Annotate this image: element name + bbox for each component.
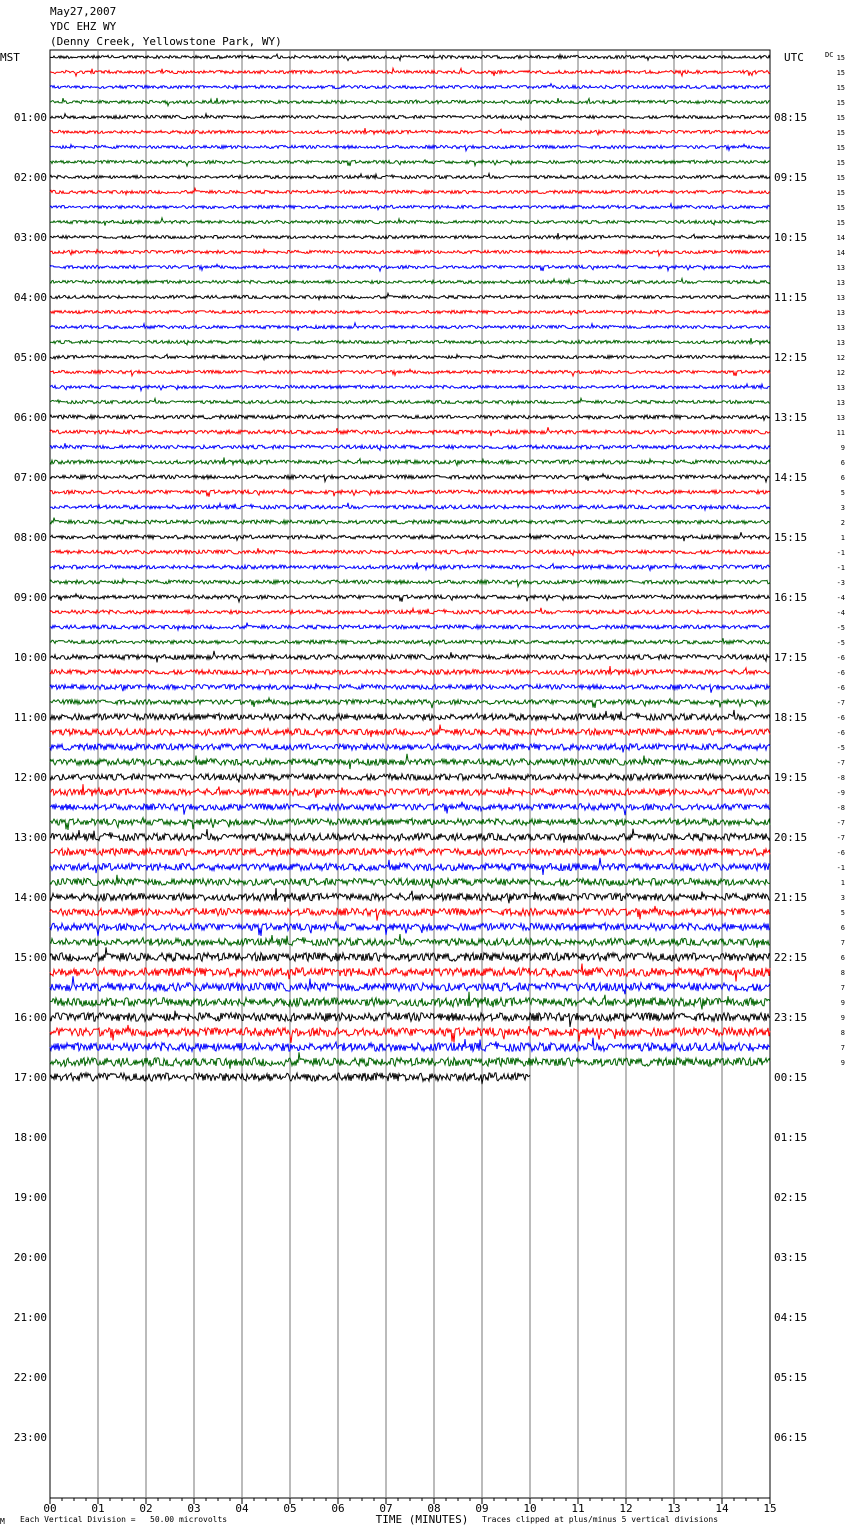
dc-offset-value: 15 [836, 189, 845, 197]
seismic-trace [50, 354, 770, 360]
x-tick-label: 08 [427, 1502, 441, 1515]
x-axis-title: TIME (MINUTES) [375, 1513, 469, 1526]
chart-date: May27,2007 [50, 5, 117, 18]
seismic-trace [50, 144, 770, 151]
seismic-trace [50, 976, 770, 994]
utc-hour-label: 00:15 [774, 1071, 808, 1084]
seismic-trace [50, 858, 770, 875]
dc-offset-value: -9 [836, 789, 845, 797]
seismic-trace [50, 188, 770, 194]
mst-hour-label: 03:00 [13, 231, 47, 244]
x-tick-label: 00 [43, 1502, 57, 1515]
dc-offset-value: 13 [836, 324, 845, 332]
seismic-trace [50, 384, 770, 391]
seismic-trace [50, 204, 770, 210]
dc-offset-value: 13 [836, 294, 845, 302]
utc-hour-label: 01:15 [774, 1131, 808, 1144]
dc-offset-value: 11 [836, 429, 845, 437]
seismic-trace [50, 608, 770, 614]
seismic-trace [50, 725, 770, 738]
seismic-trace [50, 906, 770, 921]
dc-offset-value: -6 [836, 654, 845, 662]
seismic-trace [50, 415, 770, 420]
dc-offset-value: -7 [836, 759, 845, 767]
dc-offset-value: 15 [836, 54, 845, 62]
seismic-trace [50, 710, 770, 720]
seismic-trace [50, 293, 770, 299]
seismic-trace [50, 744, 770, 753]
seismic-trace [50, 562, 770, 570]
seismic-trace [50, 802, 770, 816]
seismic-trace [50, 443, 770, 450]
seismic-trace [50, 992, 770, 1010]
axis-labels [0, 51, 845, 1526]
x-tick-label: 07 [379, 1502, 393, 1515]
utc-hour-label: 18:15 [774, 711, 808, 724]
dc-offset-value: -5 [836, 624, 845, 632]
seismic-trace [50, 264, 770, 271]
x-tick-label: 04 [235, 1502, 249, 1515]
dc-offset-value: -8 [836, 774, 845, 782]
dc-offset-value: -7 [836, 819, 845, 827]
utc-hour-label: 19:15 [774, 771, 808, 784]
x-tick-label: 09 [475, 1502, 489, 1515]
chart-station: YDC EHZ WY [50, 20, 117, 33]
seismic-trace [50, 1025, 770, 1043]
dc-offset-value: 5 [840, 489, 845, 497]
mst-hour-label: 14:00 [13, 891, 47, 904]
utc-hour-label: 16:15 [774, 591, 808, 604]
dc-offset-value: -7 [836, 834, 845, 842]
dc-offset-value: 12 [836, 354, 845, 362]
dc-offset-value: 6 [840, 474, 845, 482]
mst-hour-label: 18:00 [13, 1131, 47, 1144]
dc-label: DC [825, 51, 834, 59]
seismic-trace [50, 1038, 770, 1052]
mst-hour-label: 05:00 [13, 351, 47, 364]
seismic-trace [50, 784, 770, 797]
dc-offset-value: -6 [836, 669, 845, 677]
seismic-trace [50, 934, 770, 948]
x-tick-label: 02 [139, 1502, 153, 1515]
utc-hour-label: 10:15 [774, 231, 808, 244]
dc-offset-value: 15 [836, 99, 845, 107]
dc-offset-value: 1 [840, 534, 845, 542]
seismic-trace [50, 250, 770, 256]
dc-offset-value: 9 [840, 444, 845, 452]
seismic-trace [50, 279, 770, 284]
dc-offset-value: 13 [836, 414, 845, 422]
seismic-trace [50, 174, 770, 179]
dc-offset-value: 15 [836, 84, 845, 92]
dc-offset-value: 15 [836, 69, 845, 77]
dc-offset-value: -3 [836, 579, 845, 587]
dc-offset-value: 13 [836, 264, 845, 272]
x-tick-label: 10 [523, 1502, 537, 1515]
seismic-trace [50, 594, 770, 602]
mst-hour-label: 22:00 [13, 1371, 47, 1384]
dc-offset-value: -4 [836, 594, 845, 602]
utc-hour-label: 22:15 [774, 951, 808, 964]
seismic-trace [50, 1011, 770, 1027]
utc-hour-label: 06:15 [774, 1431, 808, 1444]
mst-hour-label: 13:00 [13, 831, 47, 844]
seismic-traces [50, 54, 770, 1084]
mst-hour-label: 07:00 [13, 471, 47, 484]
dc-offset-value: 15 [836, 204, 845, 212]
dc-offset-value: 7 [840, 939, 845, 947]
dc-offset-value: 6 [840, 459, 845, 467]
mst-hour-label: 16:00 [13, 1011, 47, 1024]
dc-offset-value: 15 [836, 129, 845, 137]
dc-offset-value: -6 [836, 849, 845, 857]
seismic-trace [50, 114, 770, 120]
utc-hour-label: 21:15 [774, 891, 808, 904]
dc-offset-value: 3 [840, 504, 845, 512]
seismic-trace [50, 68, 770, 76]
seismic-trace [50, 964, 770, 982]
x-tick-label: 05 [283, 1502, 297, 1515]
mst-hour-label: 04:00 [13, 291, 47, 304]
seismic-trace [50, 774, 770, 783]
dc-offset-value: 15 [836, 174, 845, 182]
x-tick-label: 01 [91, 1502, 105, 1515]
utc-hour-label: 20:15 [774, 831, 808, 844]
dc-offset-value: 1 [840, 879, 845, 887]
x-tick-label: 12 [619, 1502, 633, 1515]
seismic-trace [50, 623, 770, 630]
seismic-trace [50, 474, 770, 482]
utc-label: UTC [784, 51, 804, 64]
utc-hour-label: 03:15 [774, 1251, 808, 1264]
seismic-trace [50, 888, 770, 903]
utc-hour-label: 15:15 [774, 531, 808, 544]
utc-hour-label: 13:15 [774, 411, 808, 424]
seismic-trace [50, 848, 770, 855]
seismic-trace [50, 1052, 770, 1068]
dc-offset-value: -1 [836, 564, 845, 572]
seismic-trace [50, 98, 770, 106]
utc-hour-label: 09:15 [774, 171, 808, 184]
seismic-trace [50, 489, 770, 496]
dc-offset-value: 15 [836, 144, 845, 152]
dc-offset-value: -5 [836, 744, 845, 752]
mst-hour-label: 02:00 [13, 171, 47, 184]
dc-offset-value: 8 [840, 1029, 845, 1037]
dc-offset-value: -6 [836, 729, 845, 737]
dc-offset-value: 9 [840, 999, 845, 1007]
corner-mark: M [0, 1517, 5, 1526]
mst-hour-label: 01:00 [13, 111, 47, 124]
x-tick-label: 13 [667, 1502, 681, 1515]
seismic-trace [50, 518, 770, 524]
dc-offset-value: -7 [836, 699, 845, 707]
mst-hour-label: 17:00 [13, 1071, 47, 1084]
mst-hour-label: 20:00 [13, 1251, 47, 1264]
mst-hour-label: 09:00 [13, 591, 47, 604]
seismic-trace [50, 398, 770, 404]
chart-location: (Denny Creek, Yellowstone Park, WY) [50, 35, 282, 48]
clip-note: Traces clipped at plus/minus 5 vertical divisions [482, 1515, 719, 1524]
utc-hour-label: 12:15 [774, 351, 808, 364]
seismic-trace [50, 947, 770, 961]
dc-offset-value: -5 [836, 639, 845, 647]
seismic-trace [50, 579, 770, 586]
dc-offset-value: 7 [840, 1044, 845, 1052]
seismic-trace [50, 323, 770, 331]
dc-offset-value: 12 [836, 369, 845, 377]
x-tick-label: 14 [715, 1502, 729, 1515]
seismic-trace [50, 698, 770, 708]
x-tick-label: 11 [571, 1502, 585, 1515]
dc-offset-value: 8 [840, 969, 845, 977]
seismic-trace [50, 829, 770, 843]
seismic-trace [50, 84, 770, 89]
dc-offset-value: 3 [840, 894, 845, 902]
dc-offset-value: -1 [836, 549, 845, 557]
x-tick-label: 15 [763, 1502, 777, 1515]
x-tick-label: 06 [331, 1502, 345, 1515]
utc-hour-label: 05:15 [774, 1371, 808, 1384]
seismic-trace [50, 683, 770, 692]
seismic-trace [50, 818, 770, 830]
dc-offset-value: 7 [840, 984, 845, 992]
dc-offset-value: -6 [836, 684, 845, 692]
dc-offset-value: 13 [836, 309, 845, 317]
dc-offset-value: 15 [836, 114, 845, 122]
utc-hour-label: 23:15 [774, 1011, 808, 1024]
utc-hour-label: 14:15 [774, 471, 808, 484]
mst-hour-label: 10:00 [13, 651, 47, 664]
dc-offset-value: 6 [840, 924, 845, 932]
dc-offset-value: -6 [836, 714, 845, 722]
seismic-trace [50, 875, 770, 888]
dc-offset-value: -8 [836, 804, 845, 812]
dc-offset-value: 13 [836, 339, 845, 347]
seismic-trace [50, 160, 770, 166]
seismic-trace [50, 638, 770, 645]
dc-offset-value: 5 [840, 909, 845, 917]
mst-hour-label: 12:00 [13, 771, 47, 784]
dc-offset-value: 2 [840, 519, 845, 527]
dc-offset-value: 9 [840, 1014, 845, 1022]
utc-hour-label: 17:15 [774, 651, 808, 664]
dc-offset-value: 15 [836, 219, 845, 227]
dc-offset-value: -4 [836, 609, 845, 617]
mst-hour-label: 21:00 [13, 1311, 47, 1324]
dc-offset-value: 15 [836, 159, 845, 167]
utc-hour-label: 02:15 [774, 1191, 808, 1204]
mst-hour-label: 15:00 [13, 951, 47, 964]
seismic-trace [50, 218, 770, 226]
seismic-trace [50, 233, 770, 239]
seismic-trace [50, 651, 770, 663]
dc-offset-value: 14 [836, 234, 845, 242]
mst-hour-label: 08:00 [13, 531, 47, 544]
dc-offset-value: 13 [836, 384, 845, 392]
mst-hour-label: 11:00 [13, 711, 47, 724]
seismic-trace [50, 503, 770, 510]
dc-offset-value: 14 [836, 249, 845, 257]
seismic-trace [50, 532, 770, 541]
seismic-trace [50, 922, 770, 936]
mst-hour-label: 06:00 [13, 411, 47, 424]
mst-hour-label: 19:00 [13, 1191, 47, 1204]
mst-label: MST [0, 51, 20, 64]
utc-hour-label: 08:15 [774, 111, 808, 124]
seismic-trace [50, 427, 770, 436]
dc-offset-value: 9 [840, 1059, 845, 1067]
seismic-trace [50, 369, 770, 376]
mst-hour-label: 23:00 [13, 1431, 47, 1444]
utc-hour-label: 11:15 [774, 291, 808, 304]
utc-hour-label: 04:15 [774, 1311, 808, 1324]
dc-offset-value: 6 [840, 954, 845, 962]
dc-offset-value: 13 [836, 279, 845, 287]
seismic-trace [50, 338, 770, 345]
x-tick-label: 03 [187, 1502, 201, 1515]
seismic-trace [50, 666, 770, 675]
seismic-trace [50, 754, 770, 769]
seismic-trace [50, 128, 770, 135]
scale-note: Each Vertical Division = 50.00 microvolts [20, 1515, 228, 1524]
dc-offset-value: 13 [836, 399, 845, 407]
seismic-trace [50, 310, 770, 314]
seismic-trace [50, 54, 770, 60]
seismic-trace [50, 548, 770, 555]
dc-offset-value: -1 [836, 864, 845, 872]
seismic-trace [50, 457, 770, 465]
